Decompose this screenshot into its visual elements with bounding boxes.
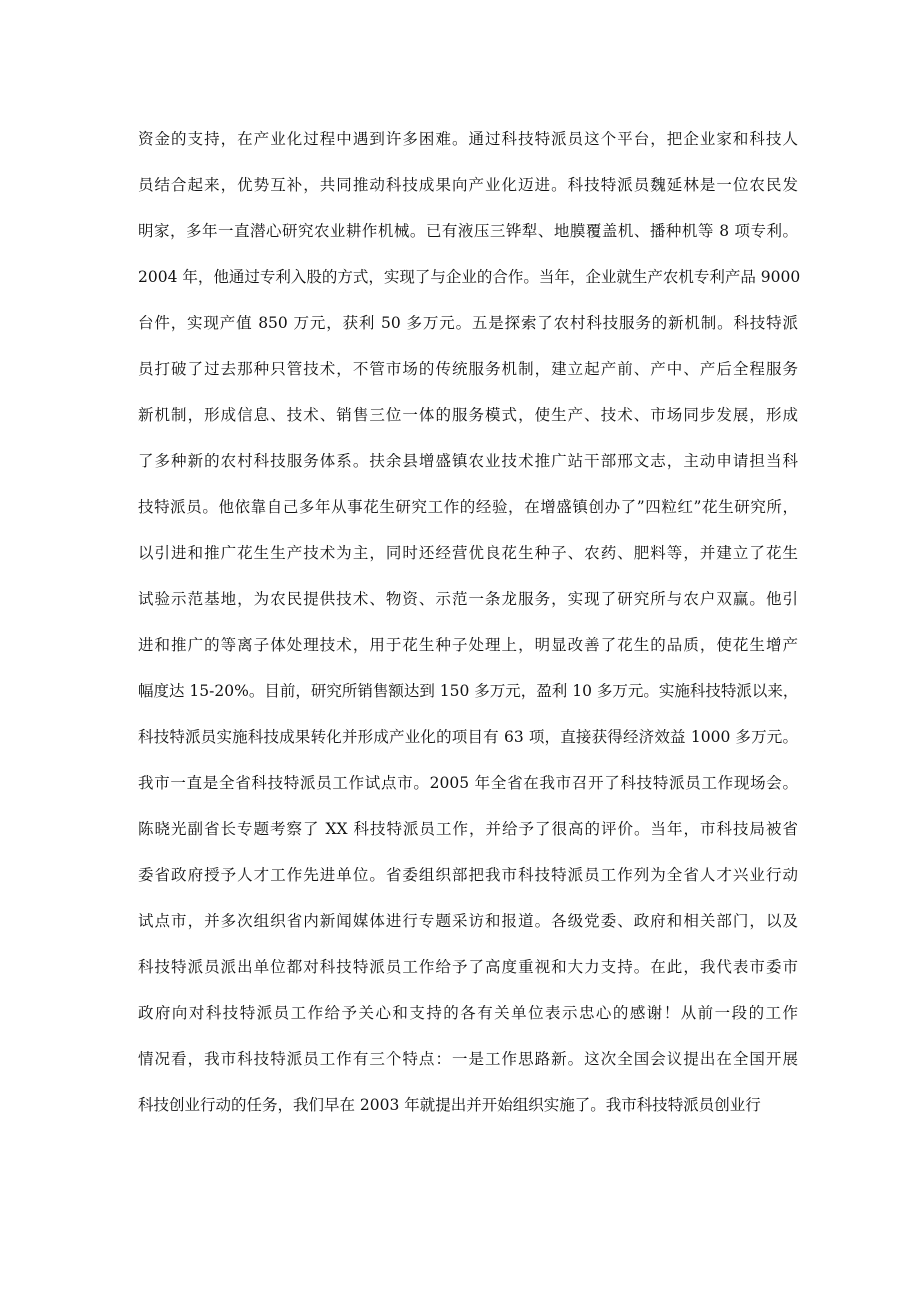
text-line: 新机制，形成信息、技术、销售三位一体的服务模式，使生产、技术、市场同步发展，形成: [138, 406, 798, 424]
text-line: 幅度达 15-20%。目前，研究所销售额达到 150 多万元，盈利 10 多万元。实施科技特派以来，: [138, 682, 799, 700]
text-line: 明家，多年一直潜心研究农业耕作机械。已有液压三铧犁、地膜覆盖机、播种机等 8 项专利。: [138, 222, 798, 240]
text-line: 政府向对科技特派员工作给予关心和支持的各有关单位表示忠心的感谢！从前一段的工作: [138, 1004, 798, 1022]
text-line: 了多种新的农村科技服务体系。扶余县增盛镇农业技术推广站干部邢文志，主动申请担当科: [138, 452, 798, 470]
body-text: [138, 116, 801, 1128]
text-line: 试点市，并多次组织省内新闻媒体进行专题采访和报道。各级党委、政府和相关部门，以及: [138, 912, 798, 930]
text-line: 员打破了过去那种只管技术，不管市场的传统服务机制，建立起产前、产中、产后全程服务: [138, 360, 798, 378]
text-line: 委省政府授予人才工作先进单位。省委组织部把我市科技特派员工作列为全省人才兴业行动: [138, 866, 798, 884]
text-line: 科技特派员实施科技成果转化并形成产业化的项目有 63 项，直接获得经济效益 1000 多万元。: [138, 728, 798, 746]
text-line: 科技特派员派出单位都对科技特派员工作给予了高度重视和大力支持。在此，我代表市委市: [138, 958, 798, 976]
text-line: 进和推广的等离子体处理技术，用于花生种子处理上，明显改善了花生的品质，使花生增产: [138, 636, 798, 654]
text-line: 资金的支持，在产业化过程中遇到许多困难。通过科技特派员这个平台，把企业家和科技人: [138, 130, 798, 148]
text-line: 台件，实现产值 850 万元，获利 50 多万元。五是探索了农村科技服务的新机制。科技特派: [138, 314, 798, 332]
text-line: 我市一直是全省科技特派员工作试点市。2005 年全省在我市召开了科技特派员工作现场会。: [138, 774, 798, 792]
text-line: 情况看，我市科技特派员工作有三个特点：一是工作思路新。这次全国会议提出在全国开展: [138, 1050, 798, 1068]
text-line: 技特派员。他依靠自己多年从事花生研究工作的经验，在增盛镇创办了”四粒红”花生研究所，: [138, 498, 798, 516]
text-line: 试验示范基地，为农民提供技术、物资、示范一条龙服务，实现了研究所与农户双赢。他引: [138, 590, 798, 608]
text-line: 2004 年，他通过专利入股的方式，实现了与企业的合作。当年，企业就生产农机专利产品 9000: [138, 268, 801, 286]
text-line: 科技创业行动的任务，我们早在 2003 年就提出并开始组织实施了。我市科技特派员创业行: [138, 1096, 761, 1114]
text-line: 员结合起来，优势互补，共同推动科技成果向产业化迈进。科技特派员魏延林是一位农民发: [138, 176, 798, 194]
text-line: 陈晓光副省长专题考察了 XX 科技特派员工作，并给予了很高的评价。当年，市科技局被省: [138, 820, 798, 838]
text-line: 以引进和推广花生生产技术为主，同时还经营优良花生种子、农药、肥料等，并建立了花生: [138, 544, 798, 562]
